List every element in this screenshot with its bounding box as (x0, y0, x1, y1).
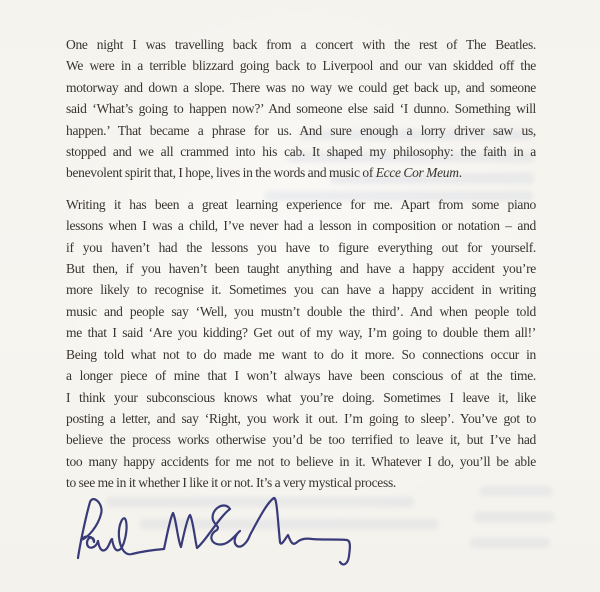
text-line: But then, if you haven’t been taught anything and have a happy accident you’re (66, 261, 536, 277)
text-line: posting a letter, and say ‘Right, you work it out. I’m going to sleep’. You’ve got to (66, 410, 536, 426)
liner-notes-text (66, 34, 536, 494)
text-line: believe the process works otherwise you’d be too terrified to leave it, but I’ve had (66, 432, 536, 448)
text-line: more likely to recognise it. Sometimes you can have a happy accident in writing (66, 282, 536, 298)
paragraph-1 (66, 34, 536, 184)
text-line: One night I was travelling back from a concert with the rest of The Beatles. (66, 37, 536, 52)
text-line: me that I said ‘Are you kidding? Get out of my way, I’m going to double them all!’ (66, 325, 536, 341)
text-line: too many happy accidents for me not to believe in it. Whatever I do, you’ll be able (66, 453, 536, 469)
paragraph-2 (66, 194, 536, 494)
signature-svg (60, 488, 360, 580)
text-line (66, 162, 536, 183)
paul-mccartney-signature (60, 488, 360, 580)
text-line: music and people say ‘Well, you mustn’t double the third’. And when people told (66, 303, 536, 319)
ink-showthrough (470, 538, 550, 548)
text-line: We were in a terrible blizzard going back to Liverpool and our van skidded off the (66, 58, 536, 74)
work-title-italic: Ecce Cor Meum (375, 165, 459, 181)
text-line: happen.’ That became a phrase for us. And sure enough a lorry driver saw us, (66, 122, 536, 138)
ink-showthrough (474, 512, 554, 522)
text-line: said ‘What’s going to happen now?’ And someone else said ‘I dunno. Something will (66, 101, 536, 117)
text-line: if you haven’t had the lessons you have to figure everything out for yourself. (66, 239, 536, 255)
text-line: to see me in it whether I like it or not. It’s a very mystical process. (66, 475, 396, 491)
text-segment: benevolent spirit that, I hope, lives in the words and music of (66, 165, 376, 181)
text-line: I think your subconscious knows what you’re doing. Sometimes I leave it, like (66, 389, 536, 405)
text-line: motorway and down a slope. There was no way we could get back up, and someone (66, 79, 536, 95)
signature-stroke (78, 498, 350, 564)
text-line: Being told what not to do made me want to do it more. So connections occur in (66, 346, 536, 362)
text-line: a longer piece of mine that I won’t always have been conscious of at the time. (66, 368, 536, 384)
text-line: lessons when I was a child, I’ve never had a lesson in composition or notation – and (66, 218, 536, 234)
text-line: Writing it has been a great learning experience for me. Apart from some piano (66, 196, 536, 212)
text-line: stopped and we all crammed into his cab. It shaped my philosophy: the faith in a (66, 144, 536, 160)
text-segment: . (458, 165, 462, 181)
